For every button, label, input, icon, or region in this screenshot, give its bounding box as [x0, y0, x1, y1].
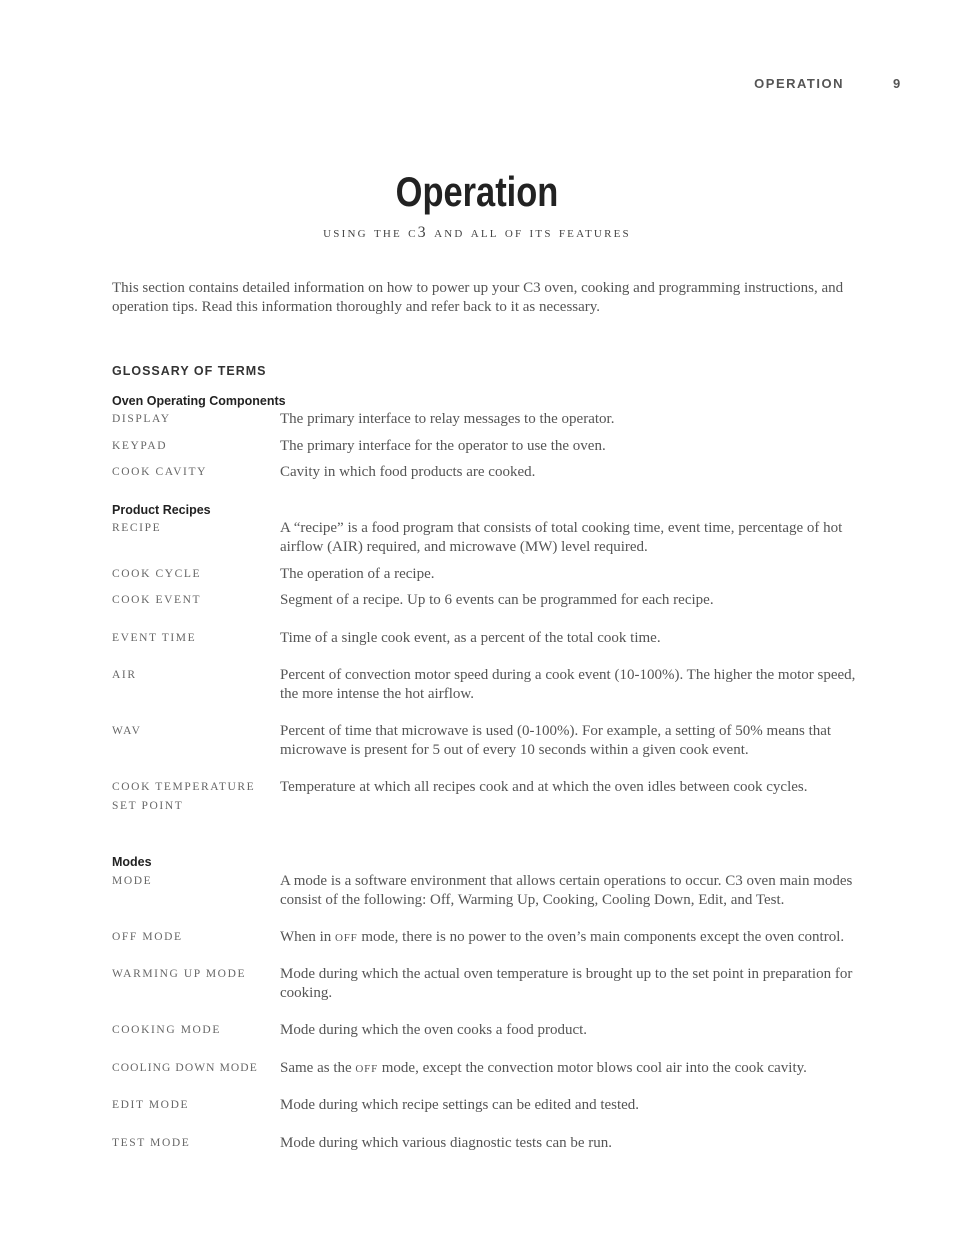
term-wav: WAV	[112, 725, 142, 737]
definition-keypad: The primary interface for the operator to use the oven.	[280, 438, 606, 454]
intro-paragraph: This section contains detailed information on how to power up your C3 oven, cooking and programming instructions, and operation tips. Read this information thoroughly and refer back to it as necessary.	[112, 280, 844, 315]
definition-cooking-mode: Mode during which the oven cooks a food product.	[280, 1022, 588, 1038]
group-heading-recipes: Product Recipes	[112, 503, 211, 517]
term-display: DISPLAY	[112, 413, 171, 425]
page-number: 9	[893, 76, 901, 91]
definition-mode: A mode is a software environment that allows certain operations to occur. C3 oven main modes consist of the following: Off, Warming Up, Cooking, Cooling Down, Edit, and Test.	[280, 873, 853, 908]
definition-cook-cavity: Cavity in which food products are cooked.	[280, 464, 536, 480]
definition-text: mode, there is no power to the oven’s main components except the oven control.	[357, 929, 845, 945]
term-air: AIR	[112, 669, 137, 681]
term-recipe: RECIPE	[112, 522, 162, 534]
glossary-heading: GLOSSARY OF TERMS	[112, 364, 267, 378]
term-mode: MODE	[112, 875, 153, 887]
term-cooling-down-mode: COOLING DOWN MODE	[112, 1062, 258, 1074]
term-keypad: KEYPAD	[112, 440, 168, 452]
term-warming-up-mode: WARMING UP MODE	[112, 968, 247, 980]
off-smallcaps: OFF	[334, 932, 358, 944]
group-heading-components: Oven Operating Components	[112, 394, 286, 408]
definition-edit-mode: Mode during which recipe settings can be edited and tested.	[280, 1097, 640, 1113]
page-title: Operation	[395, 168, 559, 215]
term-cook-event: COOK EVENT	[112, 594, 202, 606]
definition-event-time: Time of a single cook event, as a percent of the total cook time.	[280, 630, 661, 646]
term-cook-cavity: COOK CAVITY	[112, 466, 208, 478]
definition-cooling-down-mode	[280, 1059, 875, 1079]
term-off-mode: OFF MODE	[112, 931, 183, 943]
term-cook-temperature-set-point: COOK TEMPERATURE SET POINT	[112, 781, 256, 812]
definition-air: Percent of convection motor speed during a cook event (10-100%). The higher the motor speed, the more intense the hot airflow.	[280, 667, 856, 702]
definition-cook-cycle: The operation of a recipe.	[280, 566, 435, 582]
definition-text: When in	[280, 929, 335, 945]
running-header-section: OPERATION	[754, 76, 844, 91]
definition-wav: Percent of time that microwave is used (0-100%). For example, a setting of 50% means that microwave is present for 5 out of every 10 seconds within a given cook event.	[280, 723, 832, 758]
term-cooking-mode: COOKING MODE	[112, 1024, 221, 1036]
off-smallcaps: OFF	[355, 1063, 378, 1075]
definition-display: The primary interface to relay messages to the operator.	[280, 411, 615, 427]
definition-cook-temperature-set-point: Temperature at which all recipes cook and at which the oven idles between cook cycles.	[280, 779, 808, 795]
term-event-time: EVENT TIME	[112, 632, 197, 644]
definition-off-mode	[280, 928, 875, 948]
definition-test-mode: Mode during which various diagnostic tests can be run.	[280, 1135, 613, 1151]
term-cook-cycle: COOK CYCLE	[112, 568, 202, 580]
definition-recipe: A “recipe” is a food program that consists of total cooking time, event time, percentage of hot airflow (AIR) required, and microwave (MW) level required.	[280, 520, 843, 555]
definition-text: mode, except the convection motor blows cool air into the cook cavity.	[378, 1060, 807, 1076]
definition-warming-up-mode: Mode during which the actual oven temperature is brought up to the set point in preparation for cooking.	[280, 966, 853, 1001]
page-subtitle: using the c3 and all of its features	[323, 224, 631, 241]
group-heading-modes: Modes	[112, 855, 152, 869]
definition-cook-event: Segment of a recipe. Up to 6 events can be programmed for each recipe.	[280, 592, 714, 608]
definition-text: Same as the	[280, 1060, 356, 1076]
term-edit-mode: EDIT MODE	[112, 1099, 190, 1111]
term-test-mode: TEST MODE	[112, 1137, 191, 1149]
